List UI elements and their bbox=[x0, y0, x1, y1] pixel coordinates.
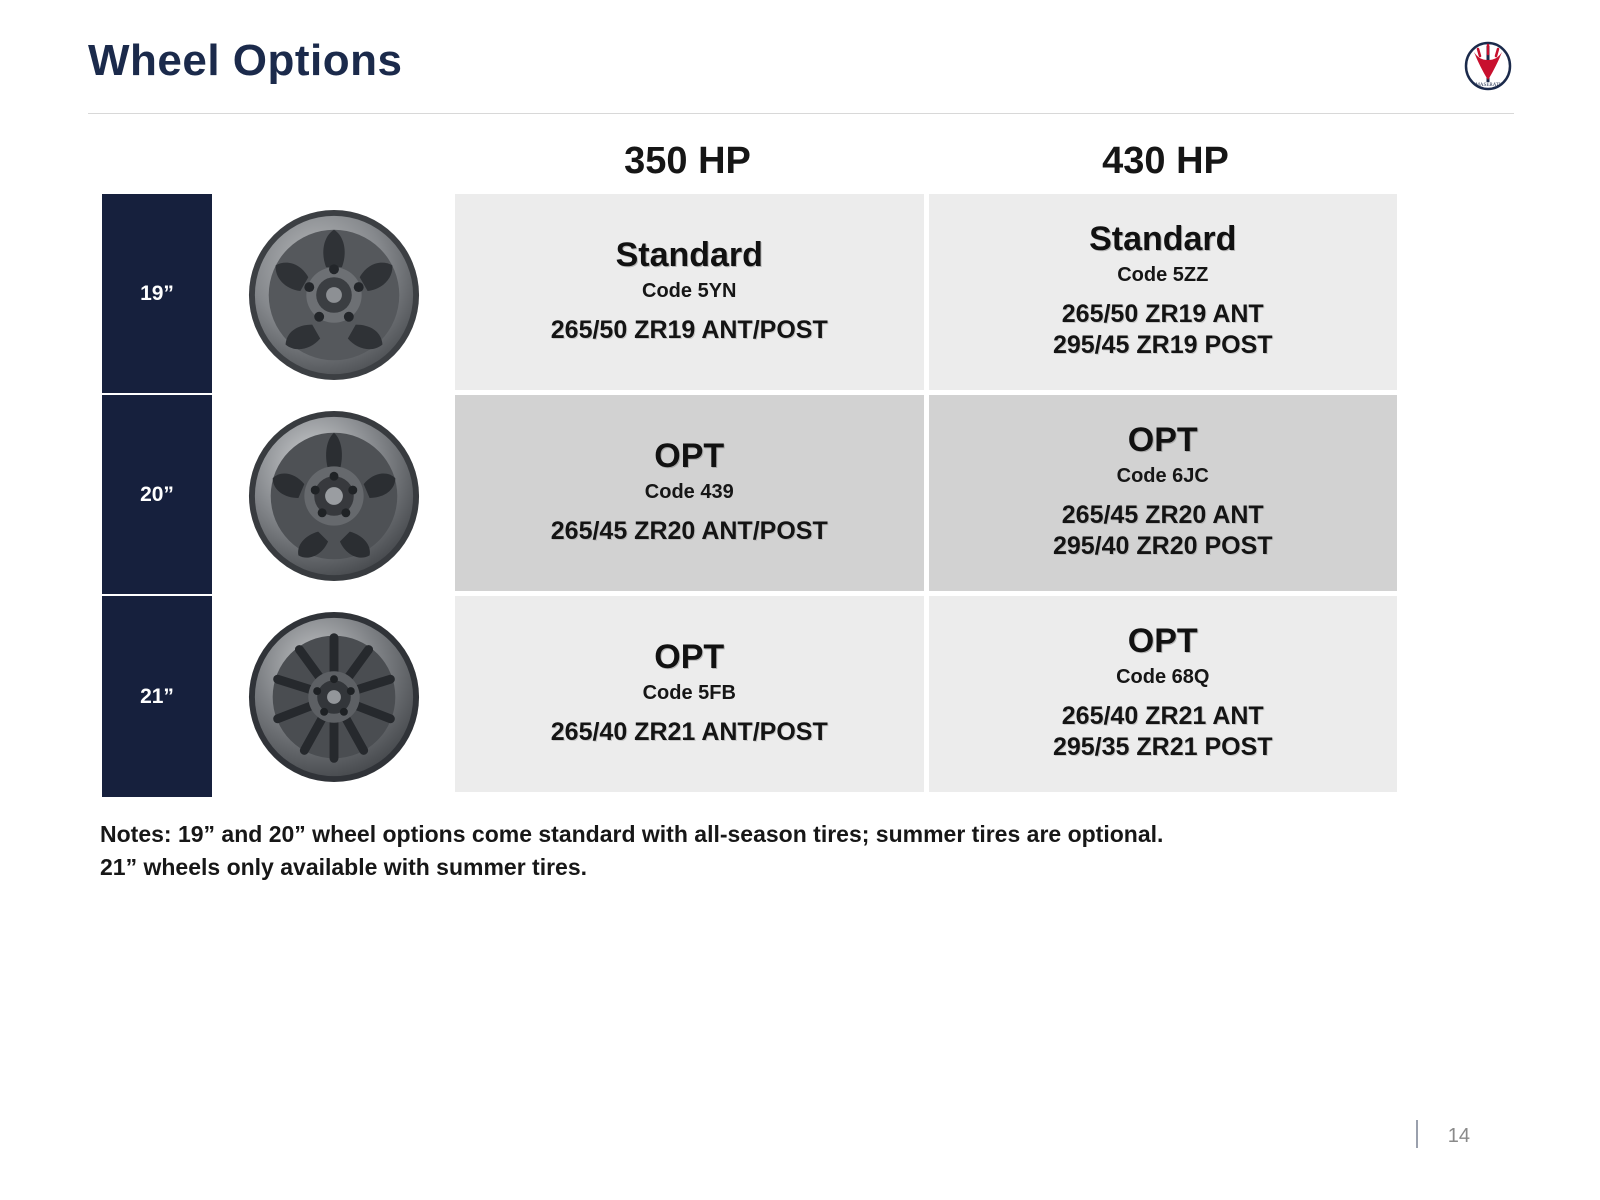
wheel-options-table bbox=[102, 194, 1402, 797]
spec-line: 295/45 ZR19 POST bbox=[1052, 331, 1273, 360]
notes-line-1: Notes: 19” and 20” wheel options come standard with all-season tires; summer tires are optional. bbox=[100, 821, 1164, 847]
wheel-size-label-19: 19” bbox=[102, 194, 212, 395]
spec-line: 295/40 ZR20 POST bbox=[1052, 532, 1273, 561]
wheel-size-label-20: 20” bbox=[102, 395, 212, 596]
spec-line: 295/35 ZR21 POST bbox=[1052, 733, 1273, 762]
spec-line: 265/45 ZR20 ANT/POST bbox=[550, 516, 828, 545]
footer-divider bbox=[1416, 1120, 1418, 1148]
table-row bbox=[102, 596, 1402, 797]
spec-cell-21-430hp bbox=[929, 596, 1403, 797]
wheel-20-inch-icon bbox=[212, 395, 455, 596]
spec-title: OPT bbox=[654, 437, 725, 476]
wheel-19-inch-icon bbox=[212, 194, 455, 395]
header-divider bbox=[88, 113, 1514, 114]
spec-line: 265/40 ZR21 ANT bbox=[1061, 702, 1264, 731]
wheel-size-label-21: 21” bbox=[102, 596, 212, 797]
spec-cell-20-350hp bbox=[455, 395, 929, 596]
spec-cell-21-350hp bbox=[455, 596, 929, 797]
spec-title: Standard bbox=[1089, 220, 1237, 259]
page-title: Wheel Options bbox=[88, 36, 403, 85]
spec-title: Standard bbox=[615, 236, 763, 275]
spec-code: Code 6JC bbox=[1116, 465, 1209, 488]
spec-cell-20-430hp bbox=[929, 395, 1403, 596]
table-row bbox=[102, 395, 1402, 596]
notes-line-2: 21” wheels only available with summer tires. bbox=[100, 854, 588, 881]
spec-line: 265/50 ZR19 ANT/POST bbox=[550, 315, 828, 344]
spec-line: 265/45 ZR20 ANT bbox=[1061, 501, 1264, 530]
spec-code: Code 5YN bbox=[642, 279, 737, 302]
spec-cell-19-350hp bbox=[455, 194, 929, 395]
spec-line: 265/40 ZR21 ANT/POST bbox=[550, 717, 828, 746]
page-number: 14 bbox=[1447, 1125, 1470, 1147]
wheel-21-inch-icon bbox=[212, 596, 455, 797]
spec-code: Code 439 bbox=[644, 480, 734, 503]
column-header-430hp: 430 HP bbox=[1102, 140, 1229, 182]
spec-code: Code 5ZZ bbox=[1117, 264, 1209, 287]
column-header-350hp: 350 HP bbox=[624, 140, 751, 182]
spec-cell-19-430hp bbox=[929, 194, 1403, 395]
spec-code: Code 5FB bbox=[642, 681, 736, 704]
spec-title: OPT bbox=[1127, 622, 1198, 661]
maserati-trident-logo-icon bbox=[1460, 22, 1516, 92]
spec-title: OPT bbox=[654, 638, 725, 677]
spec-title: OPT bbox=[1127, 421, 1198, 460]
spec-code: Code 68Q bbox=[1116, 666, 1210, 689]
svg-text:MASERATI: MASERATI bbox=[1475, 83, 1501, 88]
table-row bbox=[102, 194, 1402, 395]
spec-line: 265/50 ZR19 ANT bbox=[1061, 300, 1264, 329]
notes-block bbox=[100, 818, 1440, 885]
